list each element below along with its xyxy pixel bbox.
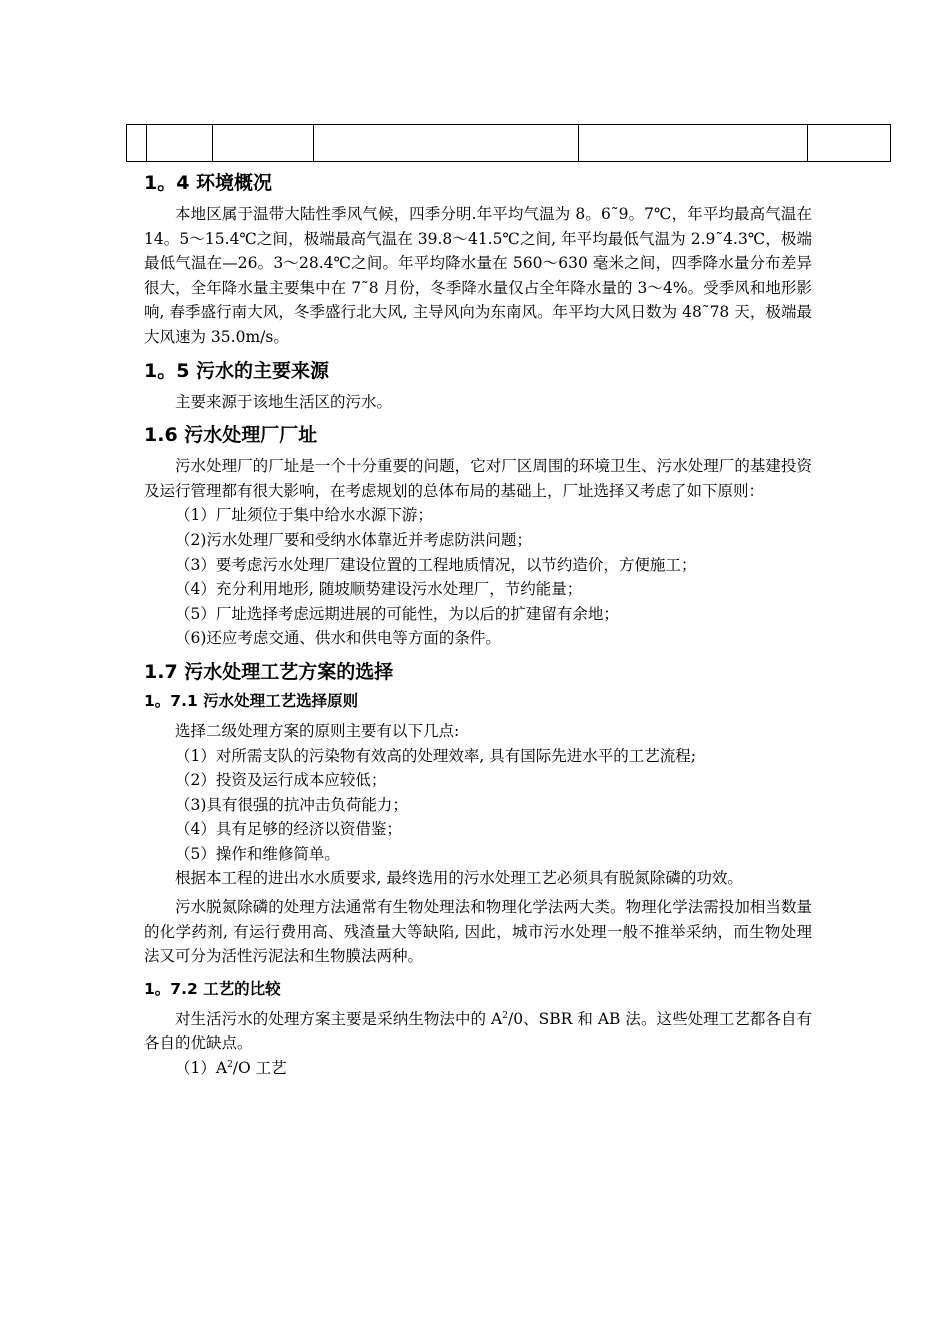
site-principle-item: （2)污水处理厂要和受纳水体靠近并考虑防洪问题；: [175, 530, 532, 549]
process-text: 对生活污水的处理方案主要是采纳生物法中的 A: [175, 1009, 503, 1028]
site-principle-item: （5）厂址选择考虑远期进展的可能性，为以后的扩建留有余地；: [175, 604, 619, 623]
table-cell: [314, 125, 579, 162]
table-fragment: [126, 124, 891, 162]
selection-principle-item: （4）具有足够的经济以资借鉴；: [175, 820, 402, 839]
table-cell: [147, 125, 213, 162]
process-item-text: （1）A: [175, 1059, 228, 1078]
superscript: 2: [227, 1059, 233, 1070]
table-row: [127, 125, 891, 162]
selection-principle-item: （2）投资及运行成本应较低；: [175, 771, 387, 790]
table-cell: [808, 125, 891, 162]
plant-site-paragraph: 污水处理厂的厂址是一个十分重要的问题，它对厂区周围的环境卫生、污水处理厂的基建投资及运行管理都有很大影响，在考虑规划的总体布局的基础上，厂址选择又考虑了如下原则：: [144, 457, 812, 500]
site-principle-item: （3）要考虑污水处理厂建设位置的工程地质情况，以节约造价，方便施工；: [175, 555, 697, 574]
document-body: [144, 168, 812, 1081]
table-cell: [127, 125, 147, 162]
selection-principle-item: （5）操作和维修简单。: [175, 844, 340, 863]
process-comparison-paragraph: [144, 1007, 812, 1056]
denitrification-paragraph: 污水脱氮除磷的处理方法通常有生物处理法和物理化学法两大类。物理化学法需投加相当数量的化学药剂, 有运行费用高、残渣量大等缺陷, 因此，城市污水处理一般不推举采纳，而生物处理法又可分为活性污泥法和生物膜法两种。: [144, 898, 812, 966]
superscript: 2: [502, 1010, 508, 1021]
selection-principle-intro: 选择二级处理方案的原则主要有以下几点:: [175, 721, 460, 740]
process-item: [144, 1056, 812, 1081]
process-text: /0、SBR 和 AB 法。这些处理工艺都各自有各自的优缺点。: [144, 1009, 812, 1053]
site-principle-item: （1）厂址须位于集中给水水源下游；: [175, 506, 433, 525]
selection-principle-item: （1）对所需支队的污染物有效高的处理效率, 具有国际先进水平的工艺流程;: [175, 746, 696, 765]
site-principle-item: （4）充分利用地形, 随坡顺势建设污水处理厂，节约能量；: [175, 580, 583, 599]
water-quality-paragraph: 根据本工程的进出水水质要求, 最终选用的污水处理工艺必须具有脱氮除磷的功效。: [175, 869, 743, 888]
section-heading-1-4: 1。4 环境概况: [144, 172, 273, 194]
subsection-heading-1-7-1: 1。7.1 污水处理工艺选择原则: [144, 691, 359, 710]
sewage-source-paragraph: 主要来源于该地生活区的污水。: [175, 392, 393, 411]
section-heading-1-6: 1.6 污水处理厂厂址: [144, 424, 318, 447]
environment-paragraph: 本地区属于温带大陆性季风气候，四季分明.年平均气温为 8。6˜9。7℃，年平均最高气温在 14。5～15.4℃之间，极端最高气温在 39.8～41.5℃之间, 年平均最低气温为 2.9˜4.3℃，极端最低气温在—26。3～28.4℃之间。年平均降水量在 560～630 毫米之间，四季降水量分布差异很大，全年降水量主要集中在 7˜8 月份，冬季降水量仅占全年降水量的 3～4%。受季风和地形影响, 春季盛行南大风，冬季盛行北大风, 主导风向为东南风。年平均大风日数为 48˜78 天，极端最大风速为 35.0m/s。: [144, 205, 812, 346]
table-cell: [213, 125, 314, 162]
process-item-text: /O 工艺: [232, 1059, 287, 1078]
subsection-heading-1-7-2: 1。7.2 工艺的比较: [144, 979, 281, 998]
section-heading-1-5: 1。5 污水的主要来源: [144, 359, 330, 382]
table-cell: [579, 125, 808, 162]
section-heading-1-7: 1.7 污水处理工艺方案的选择: [144, 660, 394, 683]
selection-principle-item: （3)具有很强的抗冲击负荷能力；: [175, 795, 408, 814]
site-principle-item: （6)还应考虑交通、供水和供电等方面的条件。: [175, 629, 501, 648]
